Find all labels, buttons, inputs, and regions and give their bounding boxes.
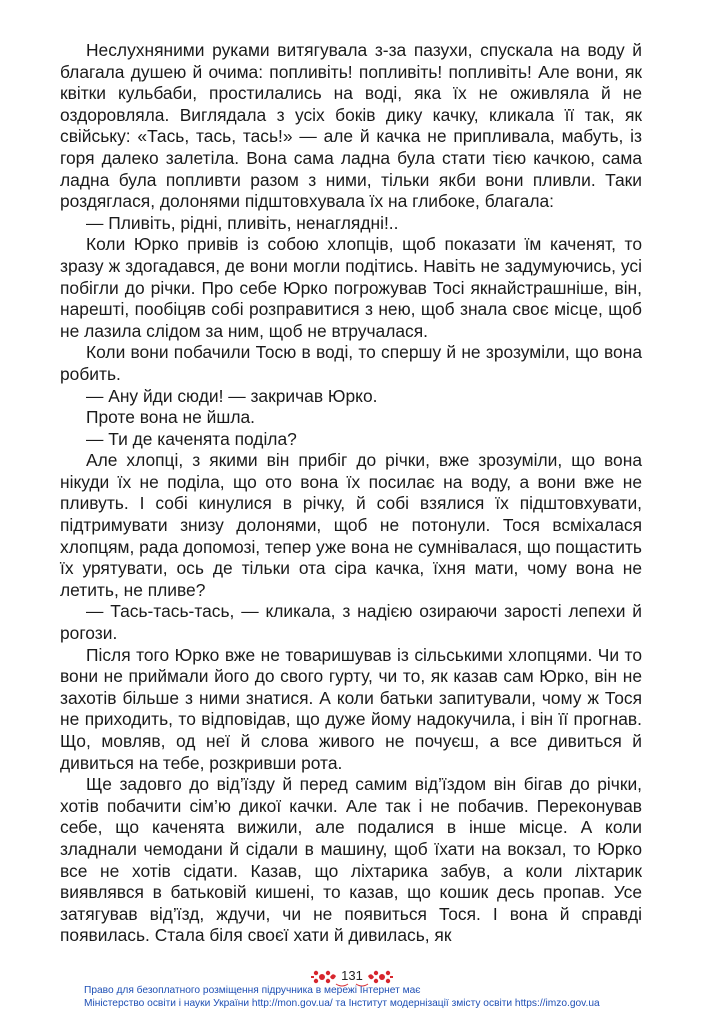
paragraph: — Ти де каченята поділа? — [86, 428, 297, 449]
paragraph: — Тась-тась-тась, — кликала, з надією озираючи зарості лепехи й рогози. — [60, 601, 642, 644]
paragraph: Ще задовго до від’їзду й перед самим від’їздом він бігав до річки, хотів побачити сім’ю дикої качки. Але так і не побачив. Переконував себе, що каченята вижили, але подалися в інше місце. А коли зладнали чемодани й сідали в машину, щоб їхати на вокзал, то Юрко все не хотів сідати. Казав, що ліхтарика забув, а коли ліхтарик виявлявся в батьковій кишені, то казав, що кошик десь пропав. Усе затягував від’їзд, ждучи, чи не появиться Тося. І вона й справді появилась. Стала біля своєї хати й дивилась, як — [60, 774, 642, 946]
paragraph: Але хлопці, з якими він прибіг до річки, вже зрозуміли, що вона нікуди їх не поділа, що ото вона їх посилає на воду, а вони вже не пливуть. І собі кинулися в річку, й собі взялися їх підштовхувати, підтримувати знизу долонями, щоб не потонули. Тося всміхалася хлопцям, рада допомозі, тепер уже вона не сумнівалася, що пощастить їх урятувати, ось де тільки ота сіра качка, їхня мати, чому вона не летить, не пливе? — [60, 450, 642, 600]
paragraph: Коли Юрко привів із собою хлопців, щоб показати їм каченят, то зразу ж здогадався, де вони могли подітись. Навіть не задумуючись, усі побігли до річки. Про себе Юрко погрожував Тосі якнайстрашніше, він, нарешті, пообіцяв собі розправитися з нею, щоб знала своє місце, щоб не лазила слідом за ним, щоб не втручалася. — [60, 234, 642, 341]
paragraph: — Пливіть, рідні, пливіть, ненаглядні!.. — [86, 212, 399, 233]
page-footer — [0, 960, 704, 1024]
credit-line: Міністерство освіти і науки України http://mon.gov.ua/ та Інститут модернізації змісту освіти https://imzo.gov.ua — [84, 998, 600, 1009]
book-text — [60, 40, 642, 947]
paragraph: Проте вона не йшла. — [86, 407, 255, 428]
credit-line: Право для безоплатного розміщення підручника в мережі Інтернет має — [84, 985, 421, 996]
page-number: 131 — [341, 968, 363, 983]
page-body — [60, 40, 642, 947]
paragraph: Неслухняними руками витягувала з-за пазухи, спускала на воду й благала душею й очима: попливіть! попливіть! попливіть! Але вони, як квітки кульбаби, простилались на воді, яка їх не оживляла й не оздоровляла. Виглядала з усіх боків дику качку, кликала її так, як свійську: «Тась, тась, тась!» — але й качка не припливала, мабуть, із горя далеко залетіла. Вона сама ладна була стати тією качкою, сама ладна була попливти разом з ними, тільки якби вони пливли. Таки роздяглася, долонями підштовхувала їх на глибоке, благала: — [60, 40, 642, 212]
paragraph: — Ану йди сюди! — закричав Юрко. — [86, 385, 378, 406]
paragraph: Після того Юрко вже не товаришував із сільськими хлопцями. Чи то вони не приймали його до свого гурту, чи то, як казав сам Юрко, він не захотів більше з ними знатися. А коли батьки запитували, чому ж Тося не приходить, то відповідав, що дуже йому надокучила, і він її прогнав. Що, мовляв, од неї й слова живого не почуєш, а все дивиться й дивиться на тебе, розкривши рота. — [60, 644, 642, 773]
paragraph: Коли вони побачили Тосю в воді, то спершу й не зрозуміли, що вона робить. — [60, 342, 642, 384]
